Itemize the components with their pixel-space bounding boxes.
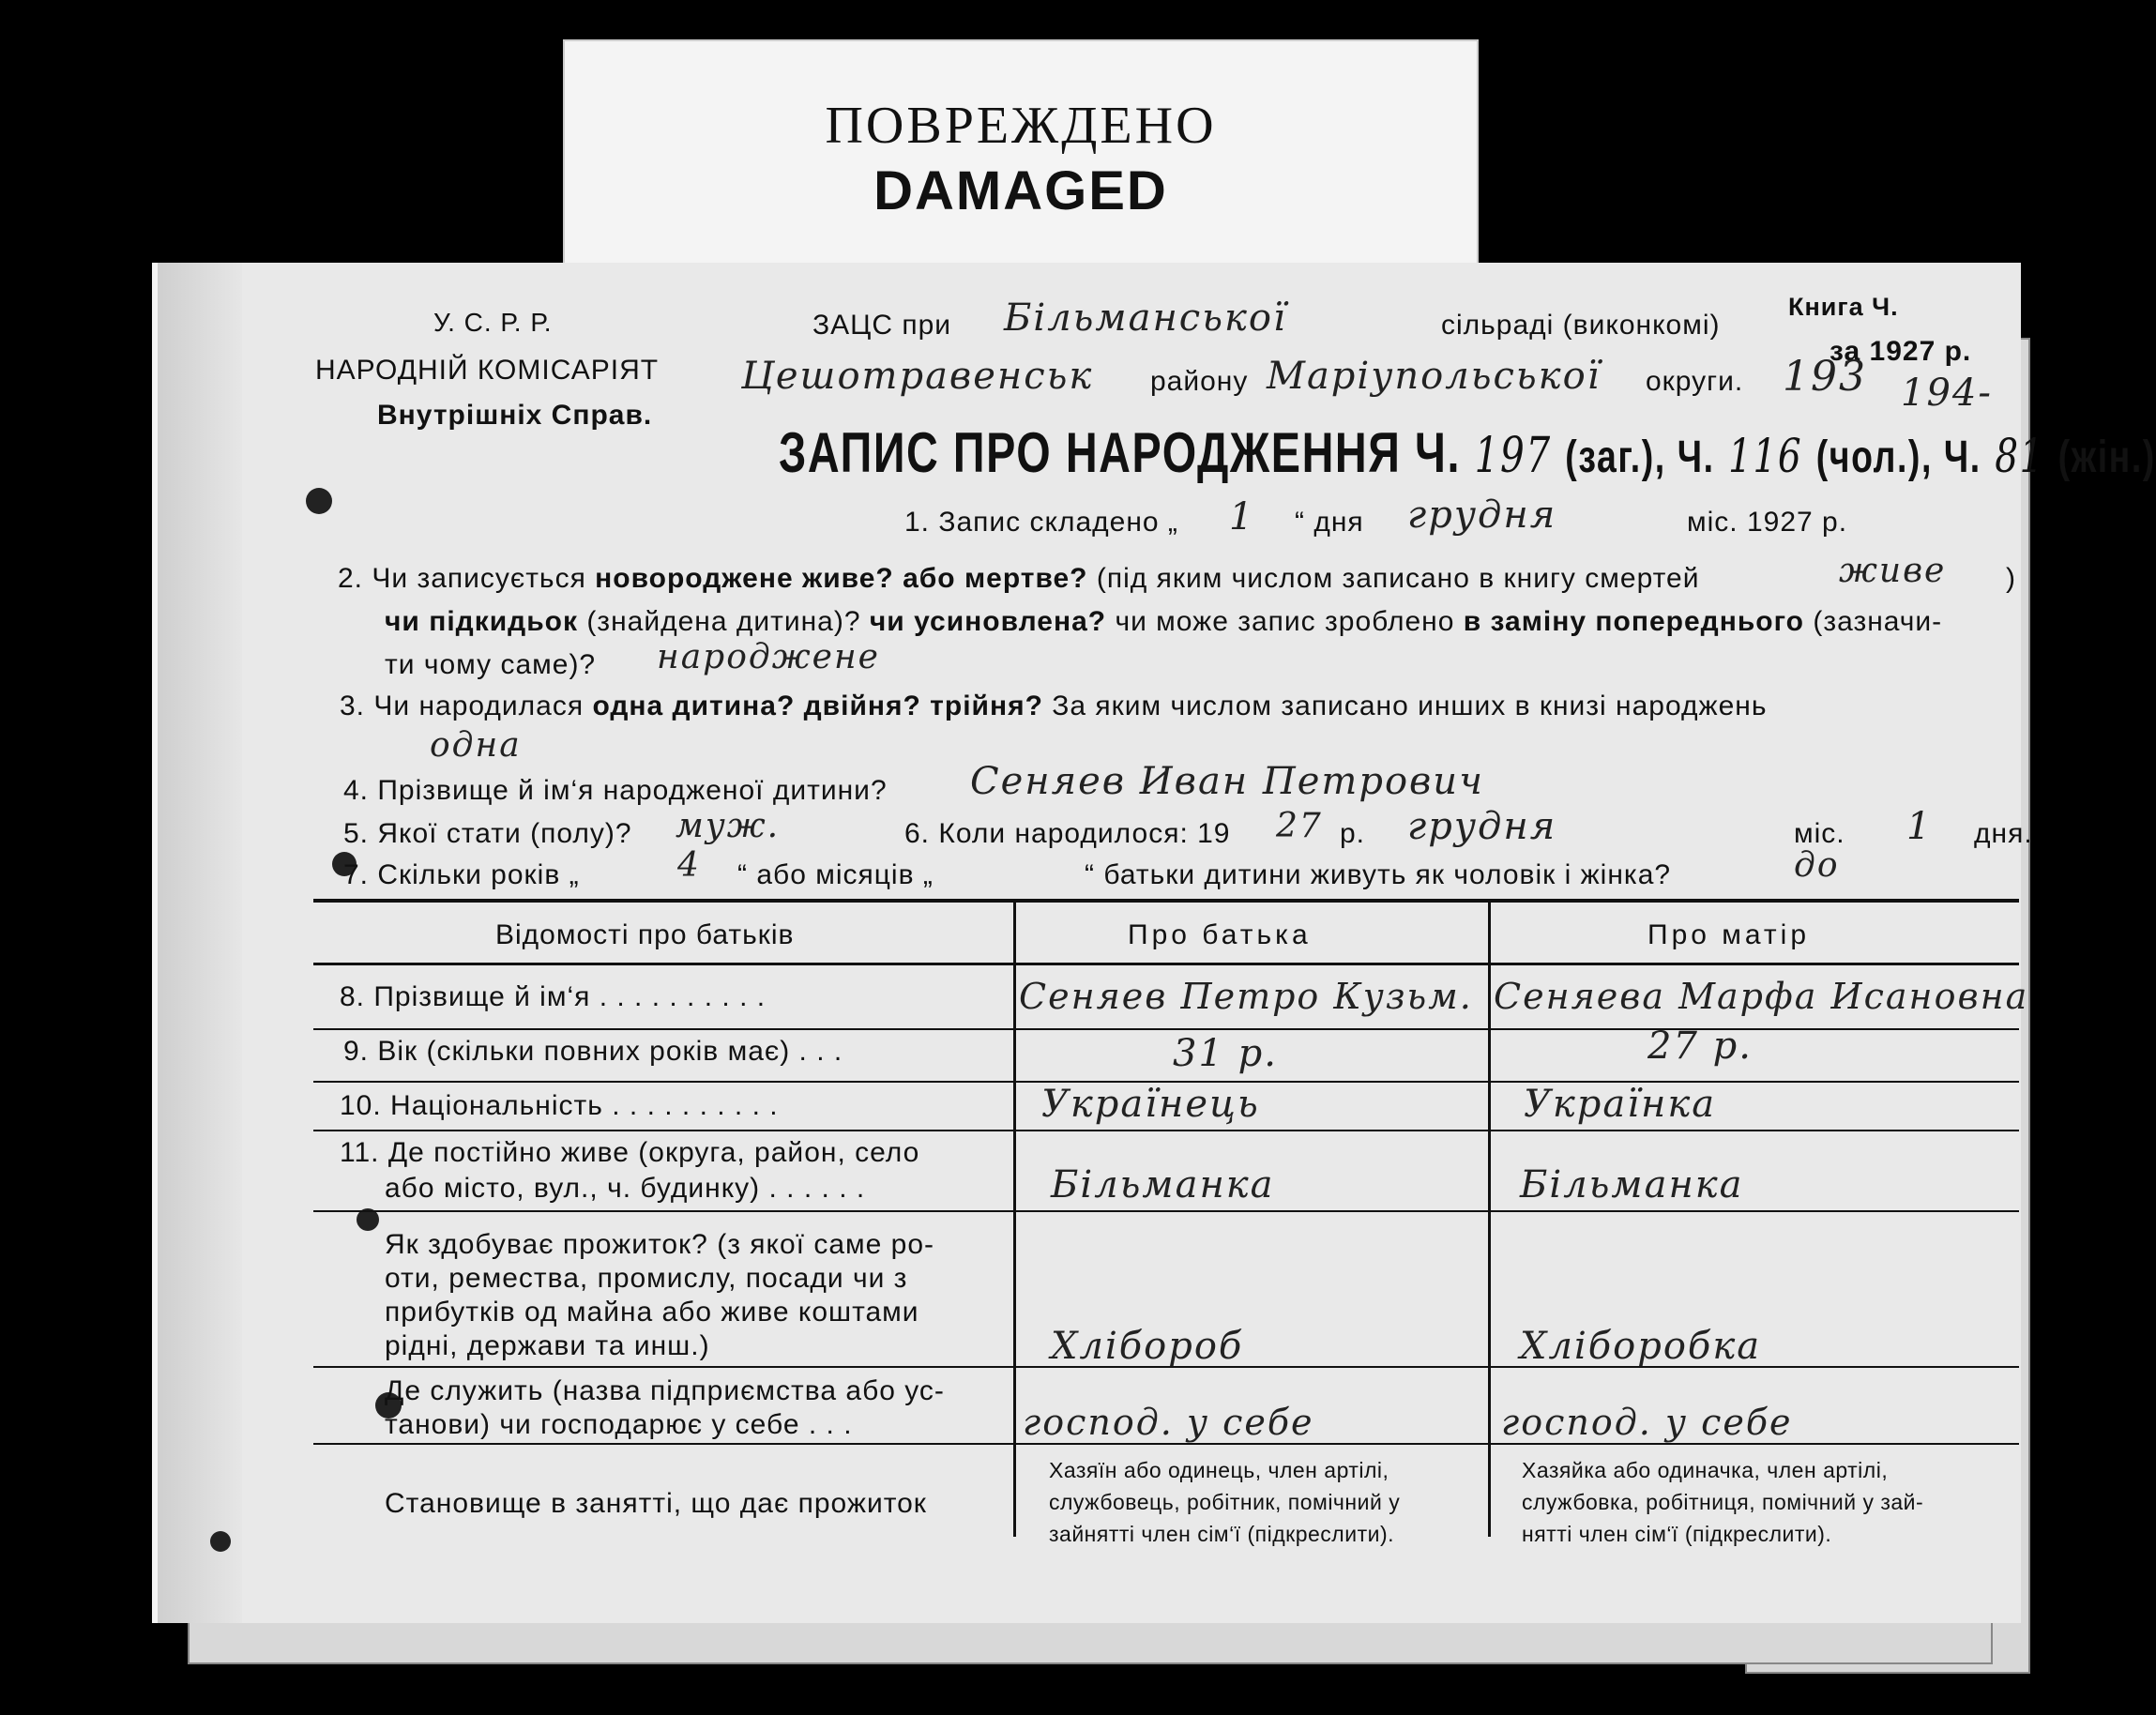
q5-label: 5. Якої стати (полу)? bbox=[343, 818, 632, 849]
mother-note-1: Хазяйка або одиначка, член артілі, bbox=[1522, 1458, 1889, 1482]
q6-dnya: дня. bbox=[1974, 818, 2033, 849]
q5-sex: муж. bbox=[676, 807, 781, 845]
table-col-father bbox=[1013, 899, 1016, 1537]
q1-mid: “ дня bbox=[1295, 507, 1364, 538]
mother-age: 27 р. bbox=[1647, 1024, 1753, 1068]
q7-b: “ або місяців „ bbox=[737, 859, 934, 890]
q2-line2 bbox=[385, 606, 1942, 638]
row-livelihood-l1: Як здобуває прожиток? (з якої саме ро- bbox=[385, 1229, 935, 1260]
row-rule-3 bbox=[313, 1130, 2019, 1131]
mother-note-2: службовка, робітниця, помічний у зай- bbox=[1522, 1490, 1924, 1514]
q2-l2c: чи усиновлена? bbox=[869, 606, 1107, 637]
q6-year: 27 bbox=[1276, 807, 1323, 845]
book-label: Книга Ч. bbox=[1788, 293, 1899, 321]
header-mother: Про матір bbox=[1647, 919, 1811, 950]
district-handwritten: Цешотравенськ bbox=[741, 355, 1094, 398]
row-age-label: 9. Вік (скільки повних років має) . . . bbox=[343, 1036, 843, 1067]
q3-b: одна дитина? двійня? трійня? bbox=[592, 691, 1043, 721]
mother-note-3: нятті член сім‘ї (підкреслити). bbox=[1522, 1522, 1832, 1546]
okrug-label: округи. bbox=[1646, 366, 1744, 397]
torn-edge bbox=[158, 263, 242, 1623]
row-rule-4 bbox=[313, 1210, 2019, 1212]
mother-workplace: господ. у себе bbox=[1501, 1402, 1793, 1443]
row-workplace-l2: танови) чи господарює у себе . . . bbox=[385, 1409, 853, 1440]
q6-mis: міс. bbox=[1794, 818, 1845, 849]
row-livelihood-l3: прибутків од майна або живе коштами bbox=[385, 1297, 919, 1328]
q3-c: За яким числом записано инших в книзі народжень bbox=[1042, 691, 1768, 721]
title-female-label: (жін.) bbox=[2057, 433, 2156, 482]
row-name-label: 8. Прізвище й ім‘я . . . . . . . . . . bbox=[340, 981, 767, 1012]
q2-l1a: 2. Чи записується bbox=[338, 563, 596, 594]
q2-l2a: чи підкидьок bbox=[385, 606, 578, 637]
title-total-label: (заг.), Ч. bbox=[1565, 433, 1715, 482]
district-label: району bbox=[1150, 366, 1249, 397]
table-top-rule bbox=[313, 899, 2019, 903]
q7-c: “ батьки дитини живуть як чоловік і жінка? bbox=[1085, 859, 1672, 890]
mother-name: Сеняева Марфа Исановна bbox=[1494, 976, 2029, 1017]
q4-child-name: Сеняев Иван Петрович bbox=[970, 760, 1484, 803]
row-livelihood-l2: оти, ремества, промислу, посади чи з bbox=[385, 1263, 908, 1294]
title-total-num: 197 bbox=[1474, 428, 1552, 484]
internal-affairs-label: Внутрішніх Справ. bbox=[377, 400, 653, 431]
q2-line1 bbox=[338, 563, 1699, 595]
q6-r: р. bbox=[1340, 818, 1366, 849]
q6-label: 6. Коли народилося: 19 bbox=[904, 818, 1231, 849]
father-note-1: Хазяїн або одинець, член артілі, bbox=[1049, 1458, 1389, 1482]
table-col-mother bbox=[1488, 899, 1491, 1537]
row-livelihood-l4: рідні, держави та инш.) bbox=[385, 1330, 710, 1361]
father-workplace: господ. у себе bbox=[1023, 1402, 1314, 1443]
zags-prefix: ЗАЦС при bbox=[812, 310, 952, 341]
punch-hole-1 bbox=[306, 488, 332, 514]
year-label: за 1927 р. bbox=[1830, 336, 1972, 367]
row-rule-1 bbox=[313, 1028, 2019, 1030]
father-residence: Більманка bbox=[1051, 1163, 1275, 1207]
title-male-num: 116 bbox=[1728, 429, 1803, 483]
punch-hole-5 bbox=[210, 1531, 231, 1552]
mother-nationality: Українка bbox=[1524, 1083, 1717, 1126]
q3-one: одна bbox=[430, 726, 522, 765]
village-council-label: сільраді (виконкомі) bbox=[1441, 310, 1721, 341]
father-nationality: Українець bbox=[1041, 1083, 1260, 1126]
father-name: Сеняев Петро Кузьм. bbox=[1019, 976, 1473, 1017]
q2-alive: живе bbox=[1839, 552, 1947, 590]
row-position-label: Становище в занятті, що дає прожиток bbox=[385, 1488, 927, 1519]
mother-position-note bbox=[1522, 1454, 1923, 1550]
father-note-2: службовець, робітник, помічний у bbox=[1049, 1490, 1401, 1514]
q6-day: 1 bbox=[1906, 805, 1933, 848]
q3-a: 3. Чи народилася bbox=[340, 691, 593, 721]
q2-l1b: новороджене живе? або мертве? bbox=[595, 563, 1088, 594]
father-note-3: зайнятті член сім‘ї (підкреслити). bbox=[1049, 1522, 1394, 1546]
q2-l1c: (під яким числом записано в книгу смертей bbox=[1087, 563, 1700, 594]
q2-l1-close: ) bbox=[2006, 563, 2016, 594]
record-title bbox=[779, 420, 2156, 485]
q7-a: 7. Скільки років „ bbox=[343, 859, 580, 890]
row-nationality-label: 10. Національність . . . . . . . . . . bbox=[340, 1090, 779, 1121]
q1-suffix: міс. 1927 р. bbox=[1687, 507, 1848, 538]
row-rule-6 bbox=[313, 1443, 2019, 1445]
q1-day: 1 bbox=[1229, 495, 1255, 539]
q2-born: народжене bbox=[657, 638, 880, 676]
q1-prefix: 1. Запис складено „ bbox=[904, 507, 1178, 538]
q1-month: грудня bbox=[1407, 493, 1557, 537]
q7-years: 4 bbox=[677, 846, 701, 885]
q2-l2e: в заміну попереднього bbox=[1463, 606, 1805, 637]
damaged-label-card bbox=[563, 39, 1479, 289]
commissariat-label: НАРОДНІЙ КОМІСАРІЯТ bbox=[315, 355, 660, 386]
q7-until: до bbox=[1794, 846, 1840, 885]
q2-line3: ти чому саме)? bbox=[385, 649, 597, 680]
row-residence-label-2: або місто, вул., ч. будинку) . . . . . . bbox=[385, 1173, 866, 1204]
q2-l2f: (зазначи- bbox=[1804, 606, 1943, 637]
q2-l2b: (знайдена дитина)? bbox=[577, 606, 870, 637]
header-parents: Відомості про батьків bbox=[495, 919, 795, 950]
okrug-handwritten: Маріупольської bbox=[1267, 355, 1602, 398]
title-male-label: (чол.), Ч. bbox=[1815, 433, 1981, 482]
header-father: Про батька bbox=[1128, 919, 1312, 950]
label-ru: ПОВРЕЖДЕНО bbox=[825, 97, 1217, 155]
q6-month: грудня bbox=[1407, 805, 1557, 848]
book-number-2: 194- bbox=[1901, 372, 1993, 415]
father-age: 31 р. bbox=[1173, 1032, 1278, 1075]
row-workplace-l1: Де служить (назва підприємства або ус- bbox=[385, 1375, 945, 1406]
label-en: DAMAGED bbox=[873, 160, 1168, 221]
zags-handwritten: Більманської bbox=[1004, 296, 1287, 340]
row-residence-label-1: 11. Де постійно живе (округа, район, село bbox=[340, 1137, 920, 1168]
mother-residence: Більманка bbox=[1520, 1163, 1744, 1207]
table-head-rule bbox=[313, 963, 2019, 965]
mother-livelihood: Хліборобка bbox=[1520, 1325, 1762, 1368]
q2-l2d: чи може запис зроблено bbox=[1106, 606, 1464, 637]
q4-label: 4. Прізвище й ім‘я народженої дитини? bbox=[343, 775, 888, 806]
book-number-1: 193 bbox=[1783, 353, 1867, 401]
q3-line bbox=[340, 691, 1767, 722]
title-text: ЗАПИС ПРО НАРОДЖЕННЯ Ч. bbox=[779, 421, 1462, 484]
father-livelihood: Хлібороб bbox=[1051, 1325, 1244, 1368]
title-female-num: 81 bbox=[1995, 429, 2045, 483]
ussr-label: У. С. Р. Р. bbox=[433, 308, 553, 337]
father-position-note bbox=[1049, 1454, 1400, 1550]
